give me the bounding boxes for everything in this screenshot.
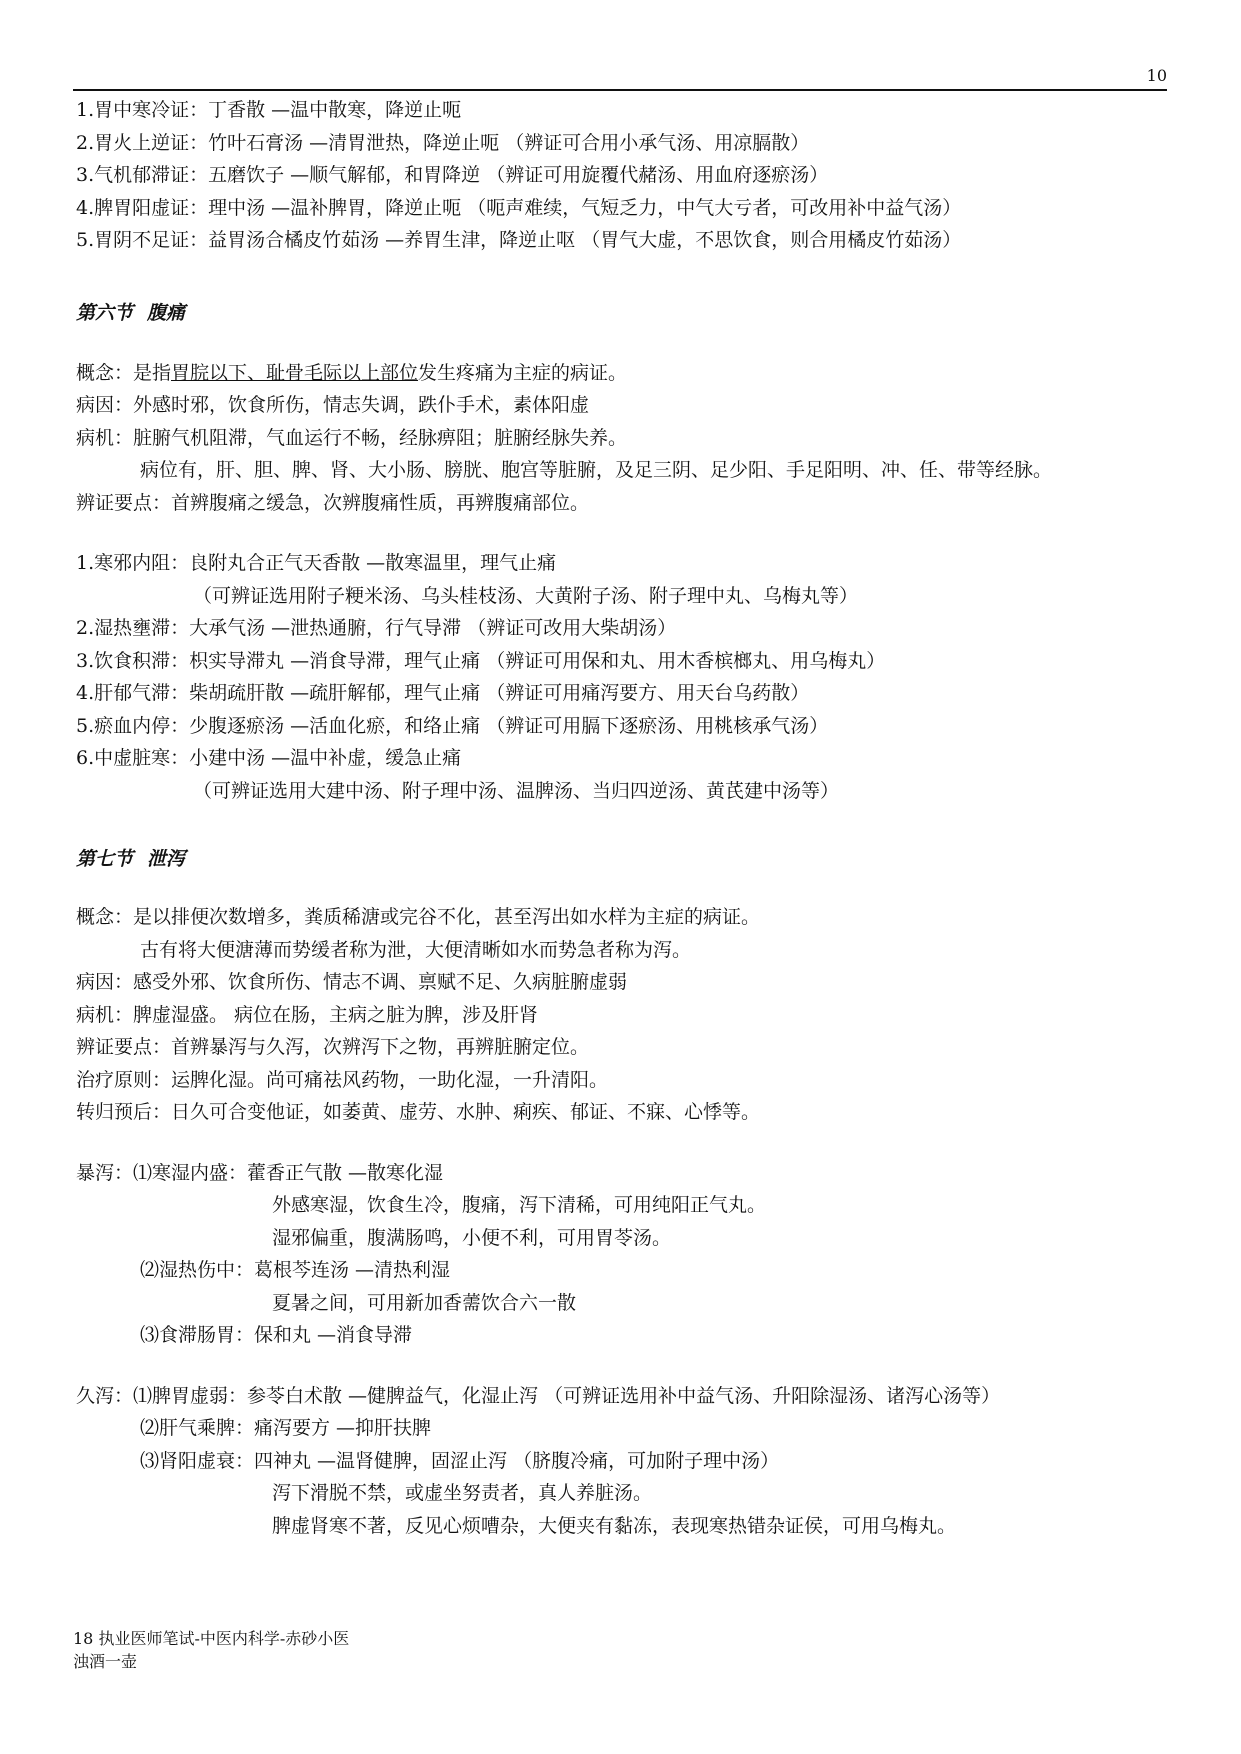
abdominal-pain-overview — [76, 357, 1176, 520]
cause-line: 病因：外感时邪，饮食所伤，情志失调，跌仆手术，素体阳虚 — [76, 394, 590, 416]
concept-line: 概念：是以排便次数增多，粪质稀溏或完谷不化，甚至泻出如水样为主症的病证。 — [76, 906, 761, 928]
section-heading-diarrhea — [76, 843, 1176, 875]
list-item: ⑵湿热伤中：葛根芩连汤 —清热利湿 — [140, 1259, 451, 1281]
list-item-note: 泻下滑脱不禁，或虚坐努责者，真人养脏汤。 — [272, 1482, 653, 1504]
section-number: 第七节 — [76, 848, 134, 870]
key-points-line: 辨证要点：首辨腹痛之缓急，次辨腹痛性质，再辨腹痛部位。 — [76, 491, 590, 514]
underlined-term: 胃脘以下、耻骨毛际以上部位 — [171, 361, 419, 384]
location-line: 病位有，肝、胆、脾、肾、大小肠、膀胱、胞宫等脏腑，及足三阴、足少阳、手足阳明、冲、任、带等经脉。 — [140, 459, 1053, 481]
header-rule — [73, 89, 1167, 91]
prognosis-line: 转归预后：日久可合变他证，如萎黄、虚劳、水肿、痢疾、郁证、不寐、心悸等。 — [76, 1101, 761, 1123]
treatment-principle-line: 治疗原则：运脾化湿。尚可痛祛风药物，一助化湿，一升清阳。 — [76, 1068, 609, 1091]
list-item: 1.寒邪内阻：良附丸合正气天香散 —散寒温里，理气止痛 — [76, 552, 557, 574]
list-item: 4.肝郁气滞：柴胡疏肝散 —疏肝解郁，理气止痛 （辨证可用痛泻要方、用天台乌药散） — [76, 682, 810, 704]
section-title: 腹痛 — [147, 301, 186, 324]
concept-extra-line: 古有将大便溏薄而势缓者称为泄，大便清晰如水而势急者称为泻。 — [140, 938, 692, 961]
list-item: ⑵肝气乘脾：痛泻要方 —抑肝扶脾 — [140, 1417, 432, 1439]
list-item-note: 脾虚肾寒不著，反见心烦嘈杂，大便夹有黏冻，表现寒热错杂证侯，可用乌梅丸。 — [272, 1514, 957, 1537]
section-title: 泄泻 — [147, 848, 186, 870]
list-item: 5.瘀血内停：少腹逐瘀汤 —活血化瘀，和络止痛 （辨证可用膈下逐瘀汤、用桃核承气汤） — [76, 714, 829, 737]
acute-diarrhea-list — [76, 1157, 1176, 1352]
document-body — [76, 94, 1176, 1542]
list-item: 2.胃火上逆证：竹叶石膏汤 —清胃泄热，降逆止呃 （辨证可合用小承气汤、用凉膈散） — [76, 131, 810, 154]
list-item-note: （可辨证选用附子粳米汤、乌头桂枝汤、大黄附子汤、附子理中丸、乌梅丸等） — [193, 584, 859, 607]
mechanism-line: 病机：脏腑气机阻滞，气血运行不畅，经脉痹阻；脏腑经脉失养。 — [76, 426, 628, 449]
cause-line: 病因：感受外邪、饮食所伤、情志不调、禀赋不足、久病脏腑虚弱 — [76, 971, 628, 993]
concept-line: 概念：是指胃脘以下、耻骨毛际以上部位发生疼痛为主症的病证。 — [76, 361, 628, 384]
diarrhea-overview — [76, 901, 1176, 1129]
list-item: 3.饮食积滞：枳实导滞丸 —消食导滞，理气止痛 （辨证可用保和丸、用木香槟榔丸、用乌梅丸） — [76, 649, 886, 672]
section-heading-abdominal-pain — [76, 297, 1176, 329]
list-item-note: 湿邪偏重，腹满肠鸣，小便不利，可用胃苓汤。 — [272, 1226, 672, 1249]
list-item: ⑶食滞肠胃：保和丸 —消食导滞 — [140, 1324, 413, 1346]
list-item: 6.中虚脏寒：小建中汤 —温中补虚，缓急止痛 — [76, 747, 462, 769]
list-item: 久泻：⑴脾胃虚弱：参苓白术散 —健脾益气，化湿止泻 （可辨证选用补中益气汤、升阳除湿汤、诸泻心汤等） — [76, 1384, 1001, 1407]
list-item: 2.湿热壅滞：大承气汤 —泄热通腑，行气导滞 （辨证可改用大柴胡汤） — [76, 617, 677, 639]
list-item: 3.气机郁滞证：五磨饮子 —顺气解郁，和胃降逆 （辨证可用旋覆代赭汤、用血府逐瘀汤） — [76, 164, 829, 186]
section-number: 第六节 — [76, 301, 134, 324]
list-item-note: 夏暑之间，可用新加香薷饮合六一散 — [272, 1291, 577, 1314]
abdominal-pain-pattern-list — [76, 547, 1176, 807]
list-item: 4.脾胃阳虚证：理中汤 —温补脾胃，降逆止呃 （呃声难续，气短乏力，中气大亏者，可改用补中益气汤） — [76, 196, 962, 219]
chronic-diarrhea-list — [76, 1380, 1176, 1543]
page-footer — [73, 1627, 349, 1673]
list-item: 暴泻：⑴寒湿内盛：藿香正气散 —散寒化湿 — [76, 1161, 444, 1184]
mechanism-line: 病机：脾虚湿盛。 病位在肠，主病之脏为脾，涉及肝肾 — [76, 1003, 539, 1026]
hiccup-pattern-list — [76, 94, 1176, 257]
key-points-line: 辨证要点：首辨暴泻与久泻，次辨泻下之物，再辨脏腑定位。 — [76, 1036, 590, 1058]
footer-line: 18 执业医师笔试-中医内科学-赤砂小医 — [73, 1629, 350, 1648]
page-number: 10 — [1146, 66, 1167, 85]
list-item-note: 外感寒湿，饮食生冷，腹痛，泻下清稀，可用纯阳正气丸。 — [272, 1194, 767, 1216]
list-item: ⑶肾阳虚衰：四神丸 —温肾健脾，固涩止泻 （脐腹冷痛，可加附子理中汤） — [140, 1449, 780, 1472]
footer-line: 浊酒一壶 — [73, 1652, 138, 1671]
list-item: 5.胃阴不足证：益胃汤合橘皮竹茹汤 —养胃生津，降逆止呕 （胃气大虚，不思饮食，则合用橘皮竹茹汤） — [76, 229, 962, 251]
list-item: 1.胃中寒冷证：丁香散 —温中散寒，降逆止呃 — [76, 99, 462, 121]
list-item-note: （可辨证选用大建中汤、附子理中汤、温脾汤、当归四逆汤、黄芪建中汤等） — [193, 779, 840, 802]
